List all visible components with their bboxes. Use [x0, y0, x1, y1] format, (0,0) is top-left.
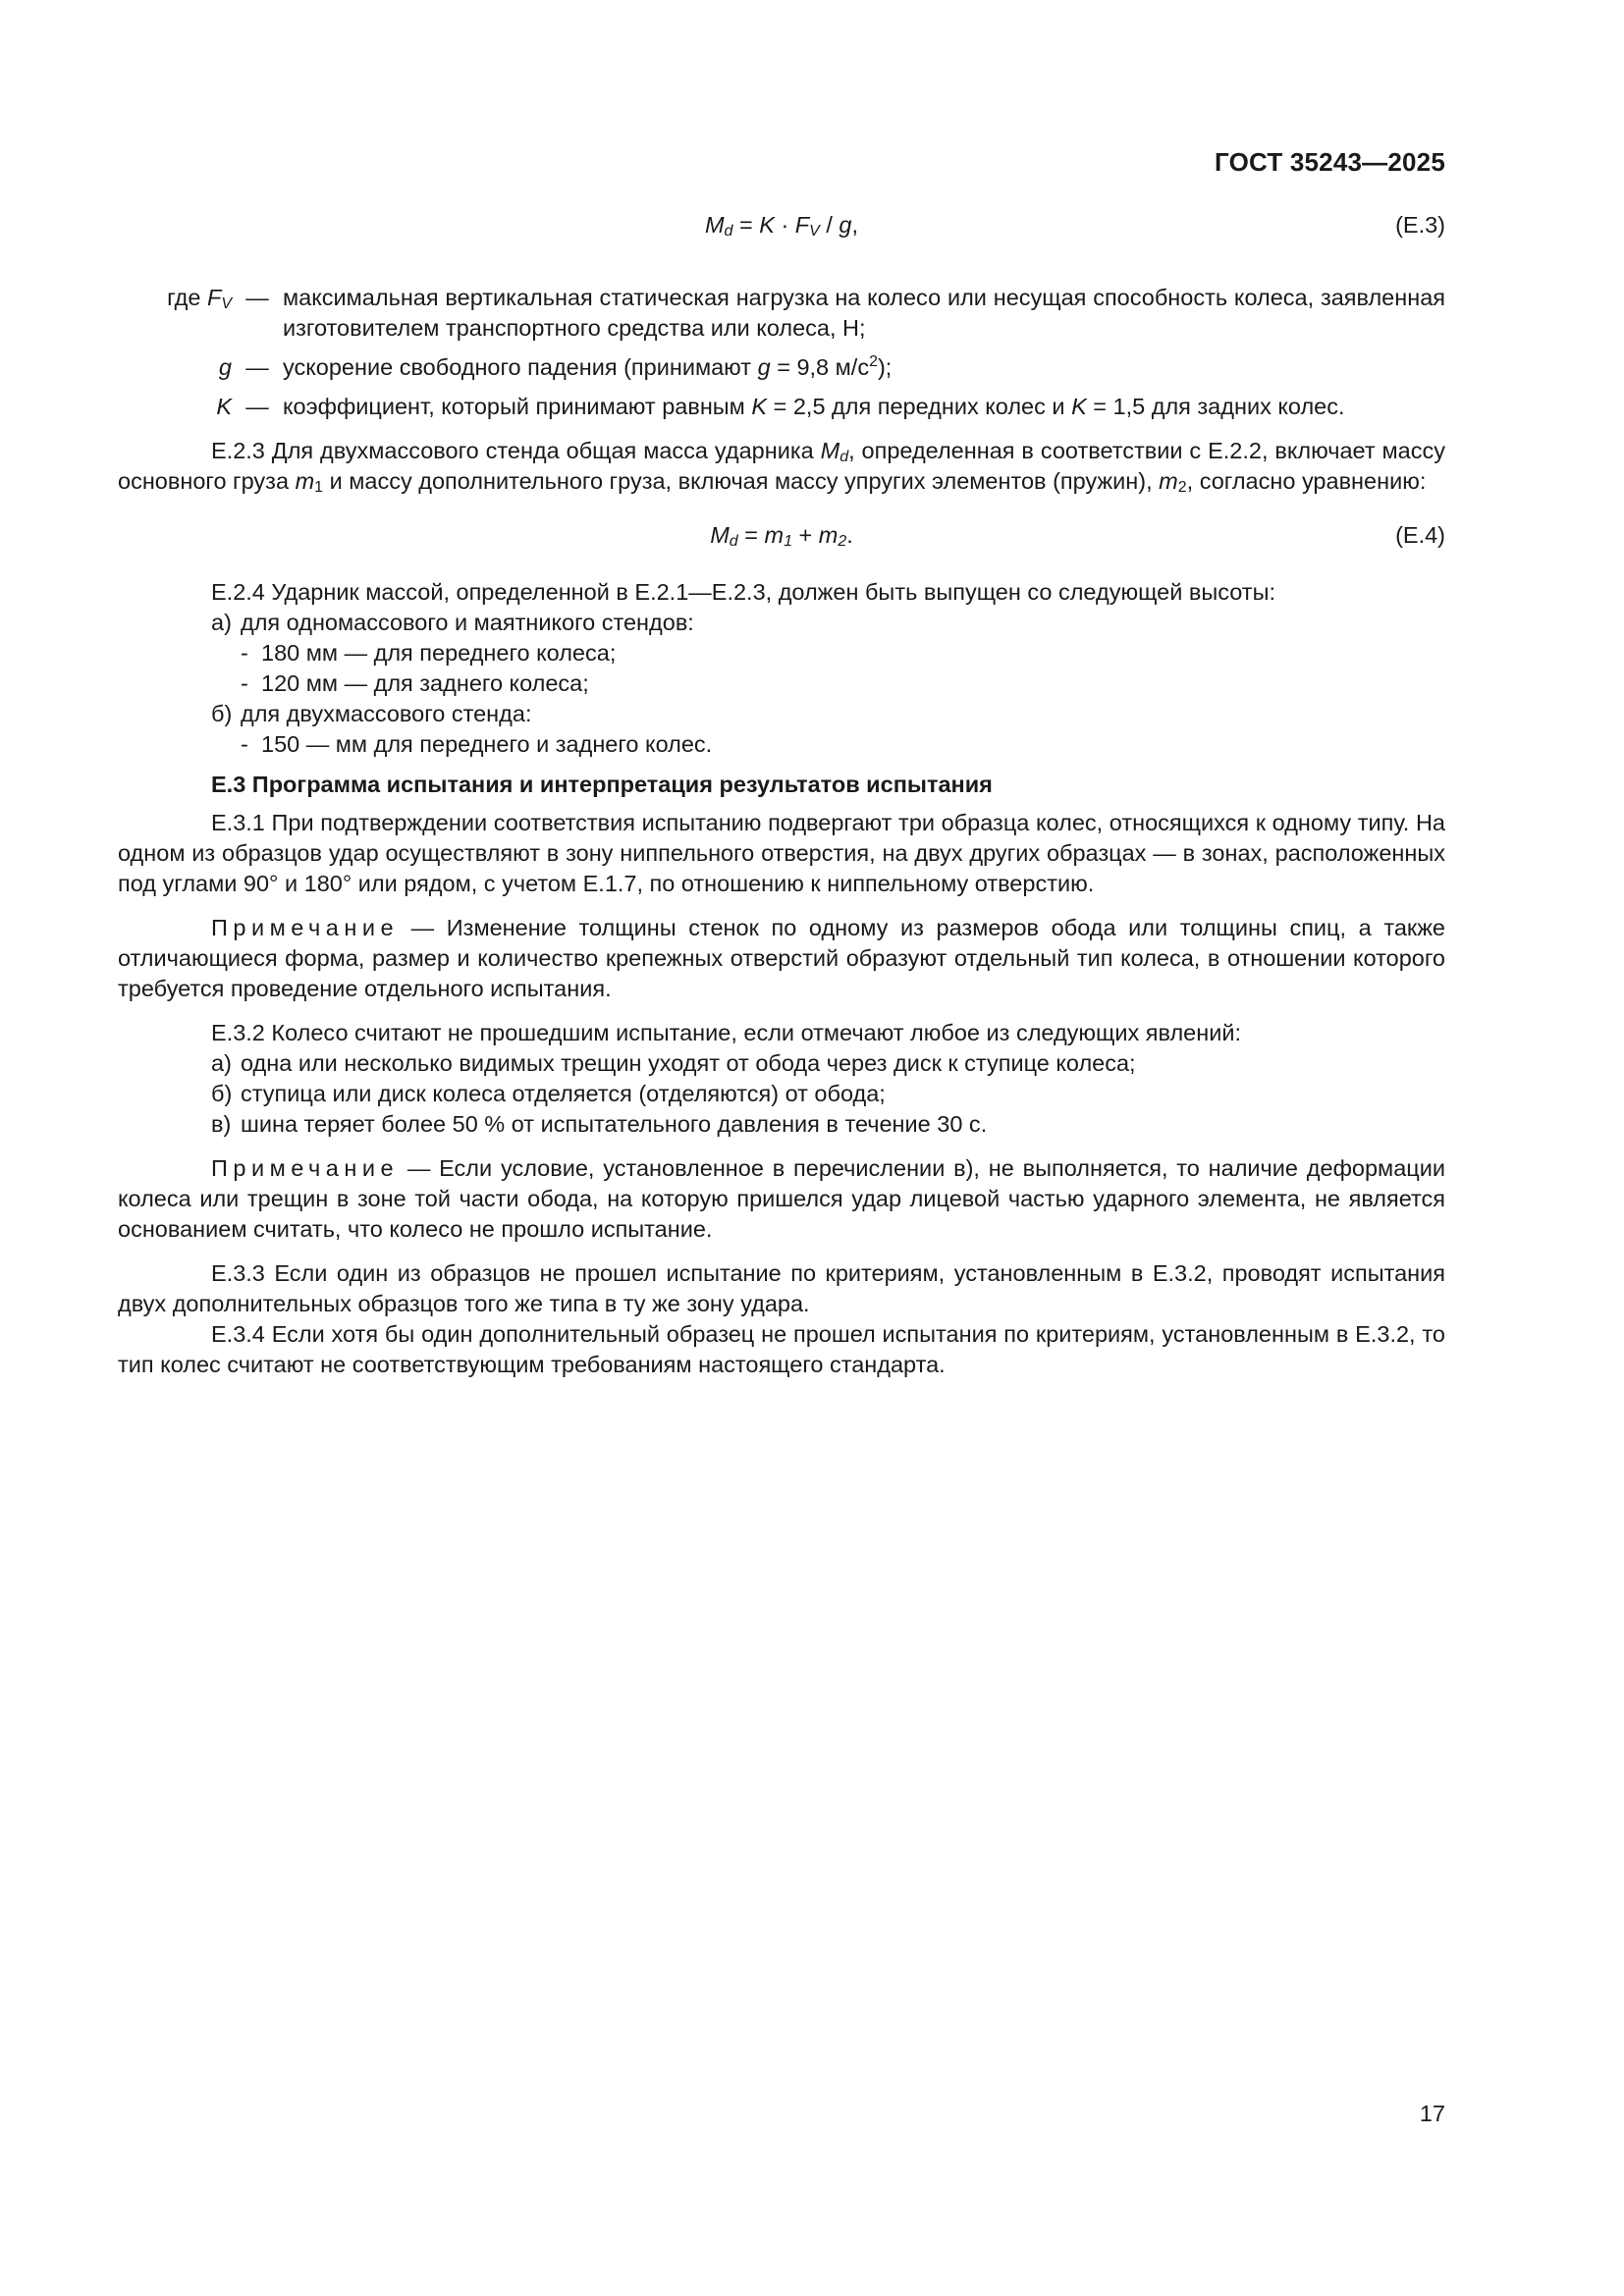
- variable-symbol: g: [218, 354, 232, 380]
- variable-description: максимальная вертикальная статическая нагрузка на колесо или несущая способность колеса, заявленная изготовителем транспортного средства или колеса, Н;: [283, 285, 1445, 341]
- paragraph-e24-intro: Е.2.4 Ударник массой, определенной в Е.2.1—Е.2.3, должен быть выпущен со следующей высоты:: [211, 579, 1275, 605]
- variable-fv: [118, 283, 1445, 344]
- note-2: [118, 1153, 1445, 1245]
- paragraph-e24: [118, 577, 1445, 760]
- sub-list-item: - 150 — мм для переднего и заднего колес.: [241, 731, 713, 757]
- where-lead: где: [167, 285, 201, 310]
- variable-description: ускорение свободного падения (принимают g = 9,8 $м/с^2$);: [283, 353, 893, 380]
- standard-code-header: ГОСТ 35243—2025: [1215, 147, 1445, 177]
- variable-dash: —: [245, 394, 269, 419]
- formula-e4-number: (Е.4): [1395, 522, 1445, 548]
- note-label: Примечание: [211, 915, 400, 940]
- formula-e3: [118, 206, 1445, 247]
- list-item: а) для одномассового и маятникого стендов:: [211, 610, 694, 635]
- variable-symbol: $F_V$: [206, 285, 232, 312]
- list-item: б) для двухмассового стенда:: [211, 701, 532, 726]
- formula-variables-list: [118, 283, 1445, 422]
- paragraph-e32: [118, 1018, 1445, 1140]
- paragraph-e31: Е.3.1 При подтверждении соответствия испытанию подвергают три образца колес, относящихся к одному типу. На одном из образцов удар осуществляют в зону ниппельного отверстия, на двух других образцах — в зонах, расположенных под углами 90° и 180° или рядом, с учетом Е.1.7, по отношению к ниппельному отверстию.: [118, 810, 1445, 896]
- paragraph-e33: Е.3.3 Если один из образцов не прошел испытание по критериям, установленным в Е.3.2, проводят испытания двух дополнительных образцов того же типа в ту же зону удара.: [118, 1260, 1445, 1316]
- note-label: Примечание: [211, 1155, 400, 1181]
- note-text: — Если условие, установленное в перечислении в), не выполняется, то наличие деформации колеса или трещин в зоне той части обода, на которую пришелся удар лицевой частью ударного элемента, не является основанием считать, что колесо не прошло испытание.: [118, 1155, 1445, 1242]
- variable-symbol: K: [216, 394, 232, 419]
- paragraph-e23: Е.2.3 Для двухмассового стенда общая масса ударника $M_d$, определенная в соответствии с Е.2.2, включает массу основного груза $m_1$ и массу дополнительного груза, включая массу упругих элементов (пружин), $m_2$, согласно уравнению:: [118, 438, 1445, 496]
- variable-dash: —: [245, 354, 269, 380]
- variable-dash: —: [245, 285, 269, 310]
- sub-list-item: - 120 мм — для заднего колеса;: [241, 670, 589, 696]
- variable-k: [118, 392, 1445, 422]
- note-text: — Изменение толщины стенок по одному из размеров обода или толщины спиц, а также отличающиеся форма, размер и количество крепежных отверстий образуют отдельный тип колеса, в отношении которого требуется проведение отдельного испытания.: [118, 915, 1445, 1001]
- list-item: в) шина теряет более 50 % от испытательного давления в течение 30 с.: [211, 1111, 988, 1137]
- formula-e4-expression: $M_d = m_1 + m_2$.: [710, 522, 853, 550]
- formula-e3-number: (Е.3): [1395, 212, 1445, 238]
- formula-e4: [118, 516, 1445, 558]
- list-item: б) ступица или диск колеса отделяется (отделяются) от обода;: [211, 1081, 886, 1106]
- formula-e3-expression: $M_d = K \cdot F_V / g$,: [704, 212, 859, 240]
- page-number: 17: [1419, 2101, 1445, 2126]
- variable-description: коэффициент, который принимают равным K = 2,5 для передних колес и K = 1,5 для задних колес.: [283, 394, 1345, 419]
- variable-g: [118, 352, 1445, 383]
- page-content: [118, 206, 1445, 1380]
- sub-list-item: - 180 мм — для переднего колеса;: [241, 640, 617, 666]
- section-e3-title: Е.3 Программа испытания и интерпретация результатов испытания: [211, 772, 993, 797]
- note-1: [118, 913, 1445, 1004]
- paragraph-e34: Е.3.4 Если хотя бы один дополнительный образец не прошел испытания по критериям, установленным в Е.3.2, то тип колес считают не соответствующим требованиям настоящего стандарта.: [118, 1321, 1445, 1377]
- paragraph-e32-intro: Е.3.2 Колесо считают не прошедшим испытание, если отмечают любое из следующих явлений:: [211, 1020, 1241, 1045]
- list-item: а) одна или несколько видимых трещин уходят от обода через диск к ступице колеса;: [211, 1050, 1136, 1076]
